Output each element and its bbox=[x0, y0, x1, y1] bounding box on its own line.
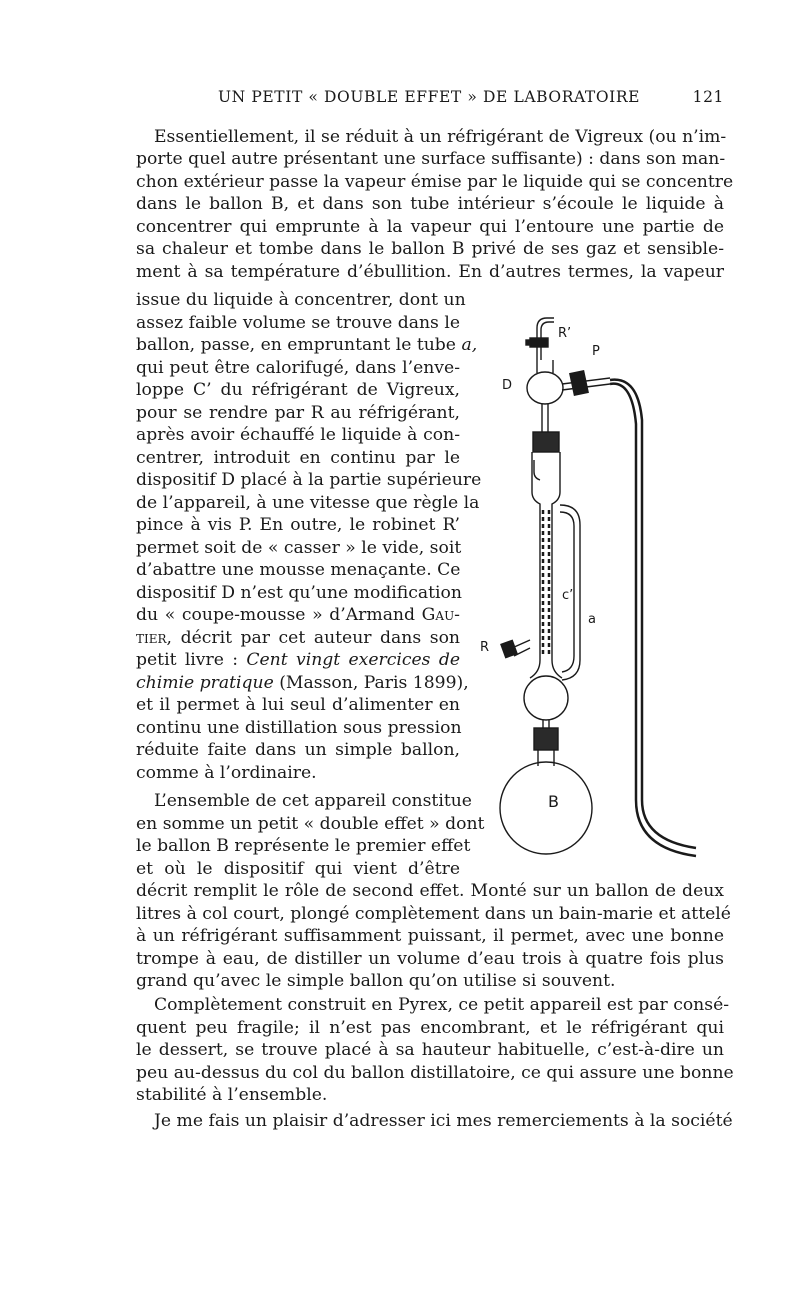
text-span-italic: a, bbox=[461, 335, 478, 355]
text-line: chon extérieur passe la vapeur émise par le liquide qui se concentre bbox=[136, 172, 734, 192]
text-line: quent peu fragile; il n’est pas encombrant, et le réfrigérant qui bbox=[136, 1018, 724, 1038]
running-title: UN PETIT « DOUBLE EFFET » DE LABORATOIRE bbox=[218, 88, 641, 106]
text-span: petit livre : bbox=[136, 650, 247, 670]
inner-tube-top bbox=[534, 460, 540, 480]
text-line: ment à sa température d’ébullition. En d’autres termes, la vapeur bbox=[136, 262, 724, 282]
upper-stopper bbox=[533, 432, 559, 452]
text-span: ballon, passe, en empruntant le tube bbox=[136, 335, 462, 355]
text-line bbox=[136, 672, 469, 694]
feed-hose-inner bbox=[610, 384, 696, 856]
text-line: porte quel autre présentant une surface suffisante) : dans son man- bbox=[136, 149, 726, 169]
text-line: continu une distillation sous pression bbox=[136, 718, 462, 738]
stopcock-r bbox=[501, 640, 517, 657]
text-line: centrer, introduit en continu par le bbox=[136, 448, 460, 468]
text-line: après avoir échauffé le liquide à con- bbox=[136, 425, 460, 445]
text-span: , décrit par cet auteur dans son bbox=[166, 628, 460, 648]
text-line: loppe C’ du réfrigérant de Vigreux, bbox=[136, 380, 460, 400]
text-line bbox=[136, 334, 478, 356]
text-line: pour se rendre par R au réfrigérant, bbox=[136, 403, 460, 423]
text-line: grand qu’avec le simple ballon qu’on utilise si souvent. bbox=[136, 971, 616, 991]
text-line bbox=[136, 649, 460, 671]
label-c-prime: c’ bbox=[562, 588, 574, 603]
label-d: D bbox=[502, 378, 513, 393]
text-line: dispositif D n’est qu’une modification bbox=[136, 583, 462, 603]
text-line: décrit remplit le rôle de second effet. Monté sur un ballon de deux bbox=[136, 881, 724, 901]
text-span: (Masson, Paris 1899), bbox=[273, 673, 469, 693]
page-number: 121 bbox=[692, 88, 724, 106]
text-line: issue du liquide à concentrer, dont un bbox=[136, 290, 466, 310]
feed-hose bbox=[610, 380, 696, 848]
text-line: en somme un petit « double effet » dont bbox=[136, 814, 485, 834]
book-title: chimie pratique bbox=[136, 673, 274, 693]
text-line: Complètement construit en Pyrex, ce petit appareil est par consé- bbox=[154, 995, 730, 1015]
apparatus-figure bbox=[470, 300, 740, 870]
text-line: trompe à eau, de distiller un volume d’eau trois à quatre fois plus bbox=[136, 949, 724, 969]
stopcock-r-prime bbox=[530, 338, 548, 347]
text-line: Je me fais un plaisir d’adresser ici mes remerciements à la société bbox=[154, 1111, 733, 1131]
author-name: Gau- bbox=[421, 605, 460, 625]
lower-stopper bbox=[534, 728, 558, 750]
flask-b bbox=[500, 762, 592, 854]
author-name: tier bbox=[136, 628, 167, 648]
stopcock-handle bbox=[526, 340, 531, 345]
text-line: Essentiellement, il se réduit à un réfrigérant de Vigreux (ou n’im- bbox=[154, 127, 727, 147]
text-line: sa chaleur et tombe dans le ballon B privé de ses gaz et sensible- bbox=[136, 239, 724, 259]
label-p: P bbox=[592, 344, 600, 359]
text-line: et il permet à lui seul d’alimenter en bbox=[136, 695, 460, 715]
jacket-left bbox=[530, 452, 540, 678]
text-line: dans le ballon B, et dans son tube intérieur s’écoule le liquide à bbox=[136, 194, 724, 214]
label-a: a bbox=[588, 612, 596, 627]
text-line: dispositif D placé à la partie supérieure bbox=[136, 470, 482, 490]
text-line bbox=[136, 627, 460, 649]
text-line: de l’appareil, à une vitesse que règle la bbox=[136, 493, 480, 513]
text-line: réduite faite dans un simple ballon, bbox=[136, 740, 460, 760]
text-line: d’abattre une mousse menaçante. Ce bbox=[136, 560, 461, 580]
text-line: qui peut être calorifugé, dans l’enve- bbox=[136, 358, 460, 378]
text-line: à un réfrigérant suffisamment puissant, il permet, avec une bonne bbox=[136, 926, 724, 946]
bulb-d bbox=[527, 372, 563, 404]
text-line: le ballon B représente le premier effet bbox=[136, 836, 471, 856]
label-r-prime: R’ bbox=[558, 326, 572, 341]
lower-bulb bbox=[524, 676, 568, 720]
text-line: pince à vis P. En outre, le robinet R’ bbox=[136, 515, 460, 535]
pinch-clamp-p bbox=[570, 371, 588, 395]
text-line: permet soit de « casser » le vide, soit bbox=[136, 538, 462, 558]
text-line: comme à l’ordinaire. bbox=[136, 763, 317, 783]
text-line: litres à col court, plongé complètement dans un bain-marie et attelé bbox=[136, 904, 731, 924]
jacket-right bbox=[552, 452, 562, 678]
text-line: assez faible volume se trouve dans le bbox=[136, 313, 460, 333]
text-line bbox=[136, 604, 460, 626]
book-title: Cent vingt exercices de bbox=[246, 650, 460, 670]
label-b: B bbox=[548, 792, 559, 811]
text-line: concentrer qui emprunte à la vapeur qui l’entoure une partie de bbox=[136, 217, 724, 237]
label-r: R bbox=[480, 640, 490, 655]
text-line: le dessert, se trouve placé à sa hauteur habituelle, c’est-à-dire un bbox=[136, 1040, 724, 1060]
text-line: et où le dispositif qui vient d’être bbox=[136, 859, 460, 879]
text-span: du « coupe-mousse » d’Armand bbox=[136, 605, 422, 625]
text-line: stabilité à l’ensemble. bbox=[136, 1085, 328, 1105]
text-line: L’ensemble de cet appareil constitue bbox=[154, 791, 472, 811]
text-line: peu au-dessus du col du ballon distillatoire, ce qui assure une bonne bbox=[136, 1063, 734, 1083]
